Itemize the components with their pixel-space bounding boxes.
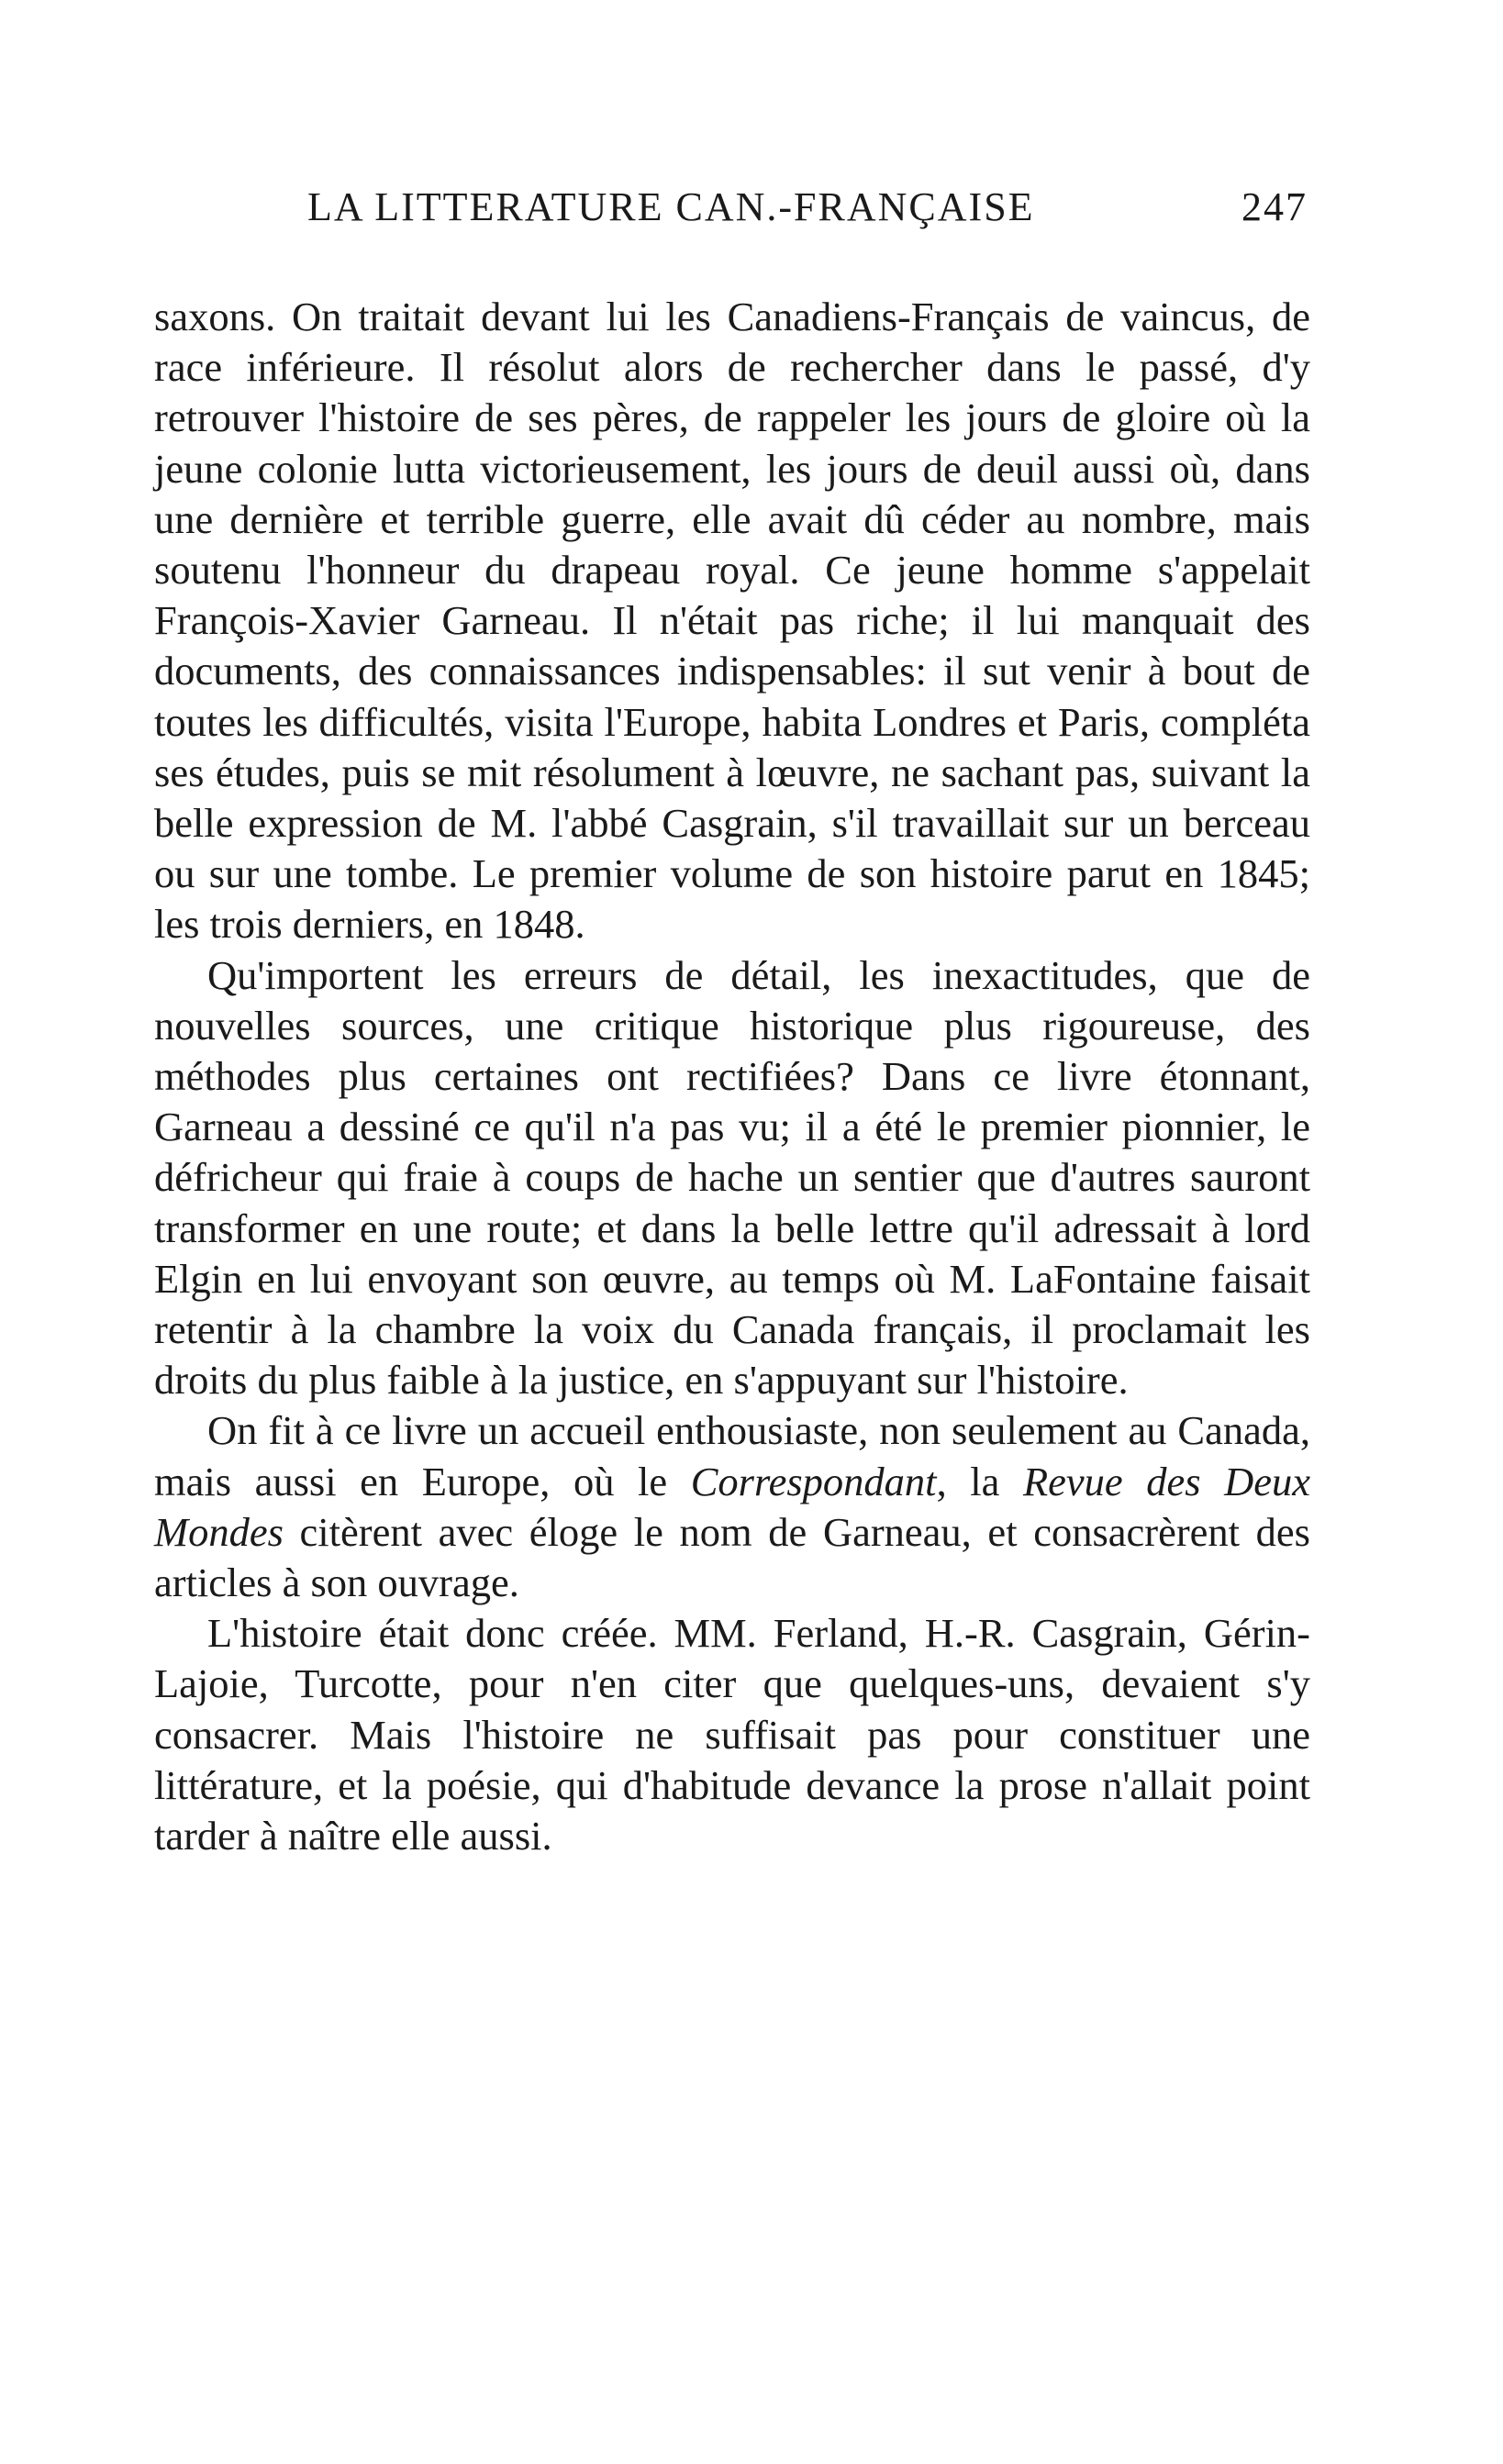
paragraph-3 — [154, 1405, 1310, 1608]
paragraph-3-text-a: On fit à ce livre un accueil enthousiaste, non seulement au Canada, mais aussi en Europe, où le — [154, 1407, 1310, 1504]
title-revue-des-deux-mondes: Revue des Deux Mondes — [154, 1458, 1310, 1555]
page-number: 247 — [1241, 184, 1308, 229]
paragraph-4-text: L'histoire était donc créée. MM. Ferland, H.-R. Casgrain, Gérin-Lajoie, Turcotte, pour n'en citer que quelques-uns, devaient s'y consacrer. Mais l'histoire ne suffisait pas pour constituer une littérature, et la poésie, qui d'habitude devance la prose n'allait point tarder à naître elle aussi. — [154, 1610, 1310, 1859]
title-correspondant: Correspondant — [690, 1458, 937, 1504]
paragraph-1 — [154, 292, 1310, 950]
paragraph-3-text-b: , la — [936, 1458, 1023, 1504]
body-text — [154, 292, 1310, 1861]
paragraph-1-text: saxons. On traitait devant lui les Canadiens-Français de vaincus, de race inférieure. Il résolut alors de rechercher dans le passé, d'y retrouver l'histoire de ses pères, de rappeler les jours de gloire où la jeune colonie lutta victorieusement, les jours de deuil aussi où, dans une dernière et terrible guerre, elle avait dû céder au nombre, mais soutenu l'honneur du drapeau royal. Ce jeune homme s'appelait François-Xavier Garneau. Il n'était pas riche; il lui manquait des documents, des connaissances indispensables: il sut venir à bout de toutes les difficultés, visita l'Europe, habita Londres et Paris, compléta ses études, puis se mit résolument à lœuvre, ne sachant pas, suivant la belle expression de M. l'abbé Casgrain, s'il travaillait sur un berceau ou sur une tombe. Le premier volume de son histoire parut en 1845; les trois derniers, en 1848. — [154, 294, 1310, 948]
paragraph-3-text-c: citèrent avec éloge le nom de Garneau, et consacrèrent des articles à son ouvrage. — [154, 1508, 1310, 1606]
paragraph-2-text: Qu'importent les erreurs de détail, les inexactitudes, que de nouvelles sources, une critique historique plus rigoureuse, des méthodes plus certaines ont rectifiées? Dans ce livre étonnant, Garneau a dessiné ce qu'il n'a pas vu; il a été le premier pionnier, le défricheur qui fraie à coups de hache un sentier que d'autres sauront transformer en une route; et dans la belle lettre qu'il adressait à lord Elgin en lui envoyant son œuvre, au temps où M. LaFontaine faisait retentir à la chambre la voix du Canada français, il proclamait les droits du plus faible à la justice, en s'appuyant sur l'histoire. — [154, 951, 1310, 1404]
running-head — [307, 183, 1308, 239]
paragraph-2 — [154, 950, 1310, 1406]
paragraph-4 — [154, 1608, 1310, 1861]
running-title: LA LITTERATURE CAN.-FRANÇAISE — [307, 184, 1035, 229]
